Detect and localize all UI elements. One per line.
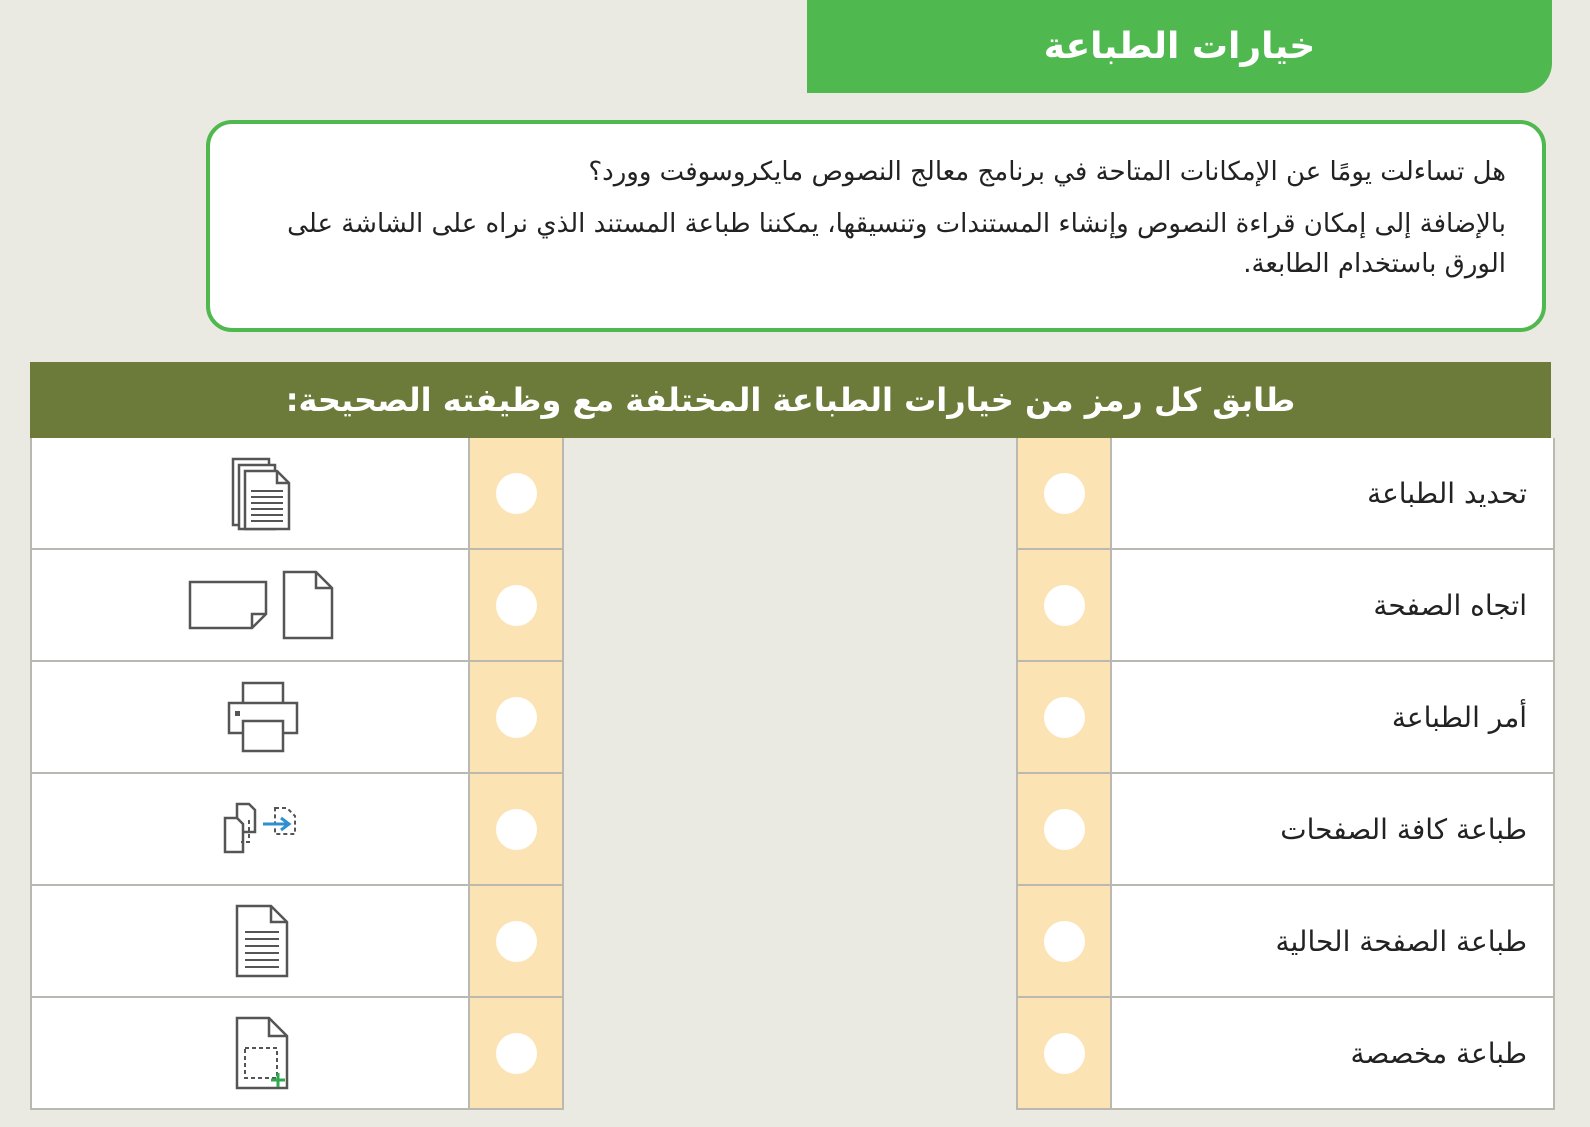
section-title [807, 0, 1552, 93]
match-dot[interactable] [496, 921, 537, 962]
right-dot-cell [1018, 550, 1112, 660]
match-dot[interactable] [1044, 473, 1085, 514]
exercise-instruction-text: طابق كل رمز من خيارات الطباعة المختلفة مع وظيفته الصحيحة: [285, 381, 1296, 419]
match-dot[interactable] [1044, 697, 1085, 738]
intro-text: بالإضافة إلى إمكان قراءة النصوص وإنشاء المستندات وتنسيقها، يمكننا طباعة المستند الذي نراه على الشاشة على الورق باستخدام الطابعة. [287, 209, 1506, 279]
option-label: اتجاه الصفحة [1373, 588, 1527, 622]
icon-row [32, 550, 562, 662]
exercise-instruction [30, 362, 1551, 438]
right-dot-cell [1018, 438, 1112, 548]
section-title-text: خيارات الطباعة [1043, 26, 1316, 67]
right-dot-cell [1018, 886, 1112, 996]
option-label: طباعة مخصصة [1350, 1036, 1527, 1070]
match-dot[interactable] [1044, 809, 1085, 850]
printer-icon [32, 662, 470, 772]
match-dot[interactable] [1044, 1033, 1085, 1074]
option-row [1018, 886, 1553, 998]
option-row [1018, 774, 1553, 886]
left-dot-cell [470, 998, 562, 1108]
match-dot[interactable] [496, 1033, 537, 1074]
icon-row [32, 998, 562, 1110]
match-dot[interactable] [496, 697, 537, 738]
left-dot-cell [470, 662, 562, 772]
option-label: طباعة الصفحة الحالية [1275, 924, 1527, 958]
option-label: تحديد الطباعة [1367, 476, 1527, 510]
right-dot-cell [1018, 998, 1112, 1108]
print-all-pages-icon [32, 774, 470, 884]
icon-row [32, 662, 562, 774]
match-dot[interactable] [1044, 585, 1085, 626]
option-row [1018, 438, 1553, 550]
right-dot-cell [1018, 774, 1112, 884]
match-dot[interactable] [496, 809, 537, 850]
left-dot-cell [470, 438, 562, 548]
icon-row [32, 886, 562, 998]
match-dot[interactable] [496, 585, 537, 626]
option-row [1018, 550, 1553, 662]
left-dot-cell [470, 774, 562, 884]
left-dot-cell [470, 550, 562, 660]
left-dot-cell [470, 886, 562, 996]
option-row [1018, 662, 1553, 774]
icon-row [32, 438, 562, 550]
icons-column [30, 438, 564, 1110]
current-page-icon [32, 886, 470, 996]
page-orientation-icon [32, 550, 470, 660]
options-column [1016, 438, 1555, 1110]
right-dot-cell [1018, 662, 1112, 772]
match-dot[interactable] [1044, 921, 1085, 962]
match-dot[interactable] [496, 473, 537, 514]
option-row [1018, 998, 1553, 1110]
option-label: أمر الطباعة [1391, 700, 1527, 734]
intro-box [206, 120, 1546, 332]
custom-print-icon [32, 998, 470, 1108]
option-label: طباعة كافة الصفحات [1280, 812, 1527, 846]
intro-question: هل تساءلت يومًا عن الإمكانات المتاحة في برنامج معالج النصوص مايكروسوفت وورد؟ [588, 157, 1506, 187]
multiple-pages-icon [32, 438, 470, 548]
icon-row [32, 774, 562, 886]
